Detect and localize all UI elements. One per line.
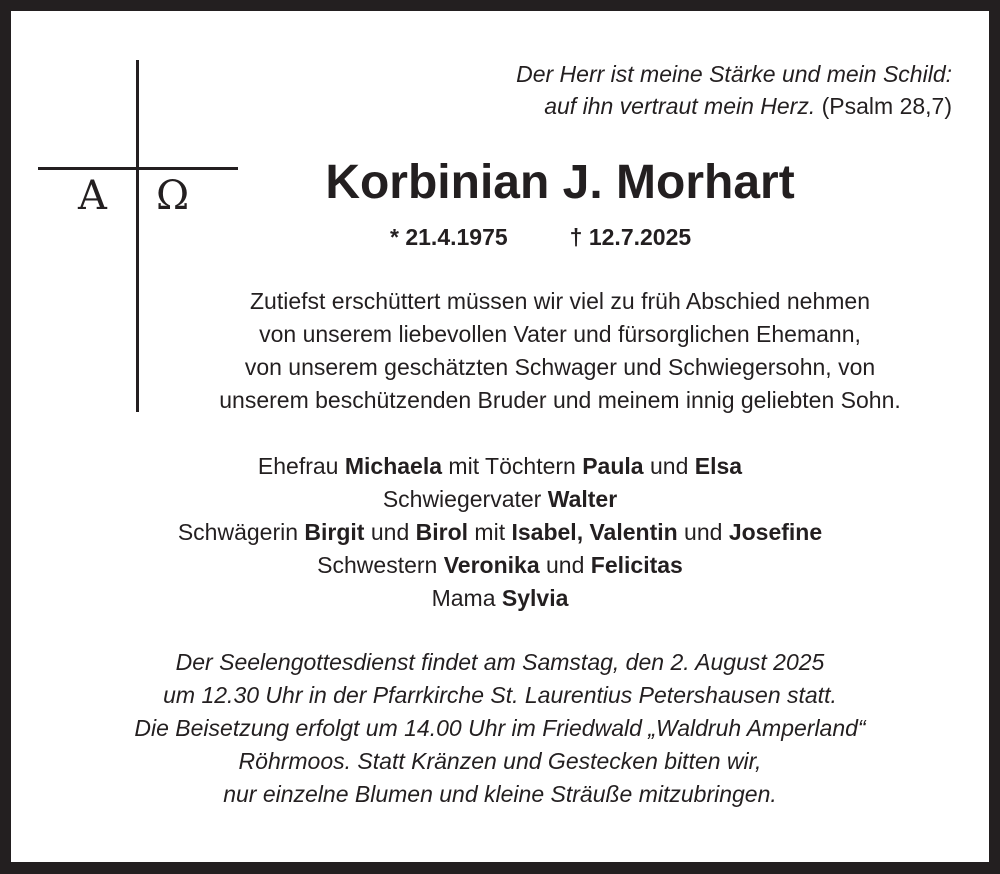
mourner-name: Walter xyxy=(547,486,618,512)
quote-line-2: auf ihn vertraut mein Herz. xyxy=(544,93,816,119)
cross-icon-vertical xyxy=(136,60,139,412)
omega-symbol: Ω xyxy=(156,173,190,219)
birth-date: * 21.4.1975 xyxy=(390,224,508,250)
mourners-list xyxy=(0,450,1000,615)
service-line: nur einzelne Blumen und kleine Sträuße mitzubringen. xyxy=(223,781,777,807)
mourner-name: Veronika xyxy=(443,552,540,578)
mourner-line xyxy=(0,582,1000,615)
service-info xyxy=(0,646,1000,811)
death-date: † 12.7.2025 xyxy=(569,224,692,250)
mourner-relation: Schwestern xyxy=(317,552,444,578)
mourner-relation: mit xyxy=(468,519,512,545)
mourner-relation: mit Töchtern xyxy=(442,453,583,479)
mourner-name: Birgit xyxy=(304,519,365,545)
mourner-relation: und xyxy=(539,552,591,578)
message-line: Zutiefst erschüttert müssen wir viel zu früh Abschied nehmen xyxy=(249,288,870,314)
mourner-line xyxy=(0,516,1000,549)
mourner-relation: und xyxy=(364,519,416,545)
mourner-name: Elsa xyxy=(694,453,743,479)
message-line: von unserem geschätzten Schwager und Schwiegersohn, von xyxy=(244,354,876,380)
mourner-line xyxy=(0,483,1000,516)
quote-line-1: Der Herr ist meine Stärke und mein Schild: xyxy=(516,61,952,87)
mourner-relation: Ehefrau xyxy=(257,453,345,479)
mourner-relation: Schwägerin xyxy=(177,519,305,545)
deceased-name: Korbinian J. Morhart xyxy=(325,156,795,209)
mourner-relation: und xyxy=(677,519,729,545)
mourner-line xyxy=(0,549,1000,582)
mourner-name: Isabel, Valentin xyxy=(511,519,678,545)
service-line: um 12.30 Uhr in der Pfarrkirche St. Laurentius Petershausen statt. xyxy=(163,682,837,708)
mourner-name: Michaela xyxy=(344,453,443,479)
mourner-name: Birol xyxy=(415,519,469,545)
mourner-name: Josefine xyxy=(728,519,823,545)
mourner-name: Felicitas xyxy=(590,552,683,578)
alpha-symbol: A xyxy=(78,173,107,219)
mourner-line xyxy=(0,450,1000,483)
mourner-relation: Mama xyxy=(431,585,502,611)
life-dates xyxy=(390,222,691,252)
bible-quote xyxy=(516,58,952,122)
service-line: Röhrmoos. Statt Kränzen und Gestecken bitten wir, xyxy=(238,748,762,774)
message-line: von unserem liebevollen Vater und fürsorglichen Ehemann, xyxy=(259,321,861,347)
mourner-name: Paula xyxy=(582,453,644,479)
service-line: Der Seelengottesdienst findet am Samstag, den 2. August 2025 xyxy=(175,649,825,675)
mourning-message xyxy=(160,285,960,417)
message-line: unserem beschützenden Bruder und meinem innig geliebten Sohn. xyxy=(219,387,901,413)
service-line: Die Beisetzung erfolgt um 14.00 Uhr im Friedwald „Waldruh Amperland“ xyxy=(134,715,866,741)
quote-reference: (Psalm 28,7) xyxy=(821,93,952,119)
mourner-name: Sylvia xyxy=(501,585,569,611)
mourner-relation: und xyxy=(643,453,695,479)
mourner-relation: Schwiegervater xyxy=(382,486,548,512)
